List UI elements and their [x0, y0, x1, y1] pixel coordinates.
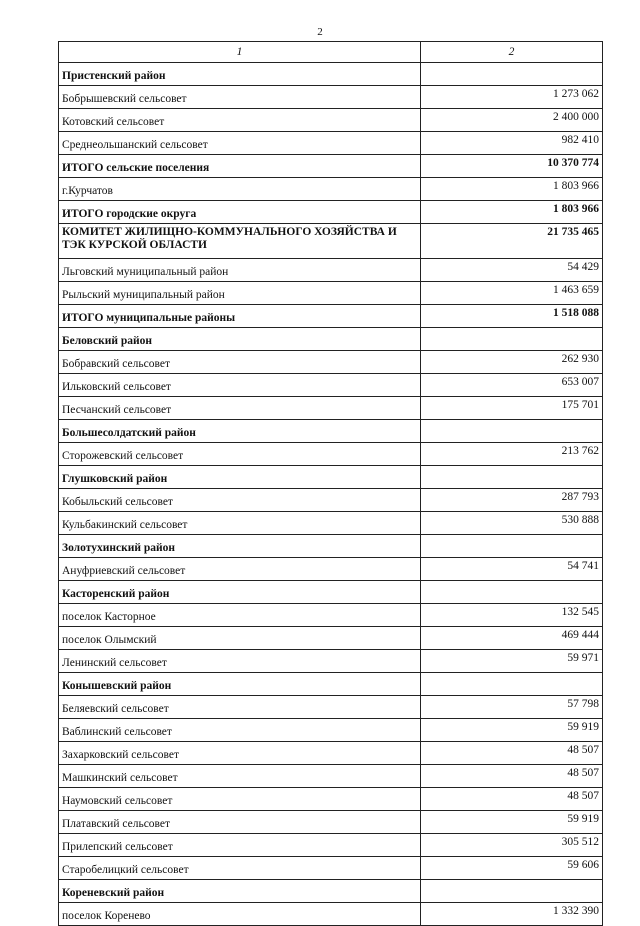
row-name: Машкинский сельсовет [59, 765, 421, 788]
table-row [59, 765, 603, 788]
row-name: ИТОГО сельские поселения [59, 155, 421, 178]
table-section-row [59, 420, 603, 443]
row-name: поселок Коренево [59, 903, 421, 926]
row-value: 54 429 [421, 259, 603, 282]
table-section-row [59, 201, 603, 224]
table-row [59, 374, 603, 397]
row-value [421, 535, 603, 558]
row-name: ИТОГО муниципальные районы [59, 305, 421, 328]
row-value [421, 63, 603, 86]
table-row [59, 627, 603, 650]
table-row [59, 834, 603, 857]
row-name: Рыльский муниципальный район [59, 282, 421, 305]
table-row [59, 811, 603, 834]
table-row [59, 650, 603, 673]
table-row [59, 109, 603, 132]
table-row [59, 351, 603, 374]
table-row [59, 696, 603, 719]
table-section-row [59, 535, 603, 558]
table-section-row [59, 466, 603, 489]
row-value: 10 370 774 [421, 155, 603, 178]
table-section-row [59, 581, 603, 604]
row-value: 48 507 [421, 765, 603, 788]
row-value: 2 400 000 [421, 109, 603, 132]
table-row [59, 282, 603, 305]
table-row [59, 719, 603, 742]
row-name: Старобелицкий сельсовет [59, 857, 421, 880]
row-name: Бобрышевский сельсовет [59, 86, 421, 109]
row-value: 1 273 062 [421, 86, 603, 109]
row-name: Ильковский сельсовет [59, 374, 421, 397]
row-value [421, 673, 603, 696]
row-value: 21 735 465 [421, 224, 603, 259]
column-header-2: 2 [421, 42, 603, 63]
row-value: 59 971 [421, 650, 603, 673]
table-section-row [59, 224, 603, 259]
row-name: Пристенский район [59, 63, 421, 86]
row-name: КОМИТЕТ ЖИЛИЩНО-КОММУНАЛЬНОГО ХОЗЯЙСТВА И ТЭК КУРСКОЙ ОБЛАСТИ [59, 224, 421, 259]
row-name: Среднеольшанский сельсовет [59, 132, 421, 155]
table-row [59, 132, 603, 155]
table-section-row [59, 880, 603, 903]
row-value [421, 420, 603, 443]
table-header-row [59, 42, 603, 63]
row-value [421, 466, 603, 489]
row-name: Сторожевский сельсовет [59, 443, 421, 466]
table-row [59, 259, 603, 282]
row-name: Наумовский сельсовет [59, 788, 421, 811]
row-value: 262 930 [421, 351, 603, 374]
column-header-1: 1 [59, 42, 421, 63]
row-value: 54 741 [421, 558, 603, 581]
table-row [59, 903, 603, 926]
row-value: 287 793 [421, 489, 603, 512]
row-value [421, 328, 603, 351]
row-value: 982 410 [421, 132, 603, 155]
table-row [59, 489, 603, 512]
table-row [59, 558, 603, 581]
table-row [59, 86, 603, 109]
row-name: поселок Касторное [59, 604, 421, 627]
row-name: Ваблинский сельсовет [59, 719, 421, 742]
row-name: г.Курчатов [59, 178, 421, 201]
row-value: 175 701 [421, 397, 603, 420]
row-name: Беловский район [59, 328, 421, 351]
row-name: Платавский сельсовет [59, 811, 421, 834]
row-value: 213 762 [421, 443, 603, 466]
row-value [421, 880, 603, 903]
row-value: 59 919 [421, 811, 603, 834]
row-value: 530 888 [421, 512, 603, 535]
table-section-row [59, 63, 603, 86]
row-name: ИТОГО городские округа [59, 201, 421, 224]
table-section-row [59, 328, 603, 351]
row-value: 57 798 [421, 696, 603, 719]
row-name: Кобыльский сельсовет [59, 489, 421, 512]
row-name: Кореневский район [59, 880, 421, 903]
row-name: Ануфриевский сельсовет [59, 558, 421, 581]
row-name: Кульбакинский сельсовет [59, 512, 421, 535]
table-row [59, 178, 603, 201]
row-name: Золотухинский район [59, 535, 421, 558]
table-row [59, 443, 603, 466]
row-value: 48 507 [421, 742, 603, 765]
table-row [59, 857, 603, 880]
table-section-row [59, 155, 603, 178]
row-name: Глушковский район [59, 466, 421, 489]
row-name: Песчанский сельсовет [59, 397, 421, 420]
row-value: 48 507 [421, 788, 603, 811]
row-name: поселок Олымский [59, 627, 421, 650]
row-name: Прилепский сельсовет [59, 834, 421, 857]
table-row [59, 512, 603, 535]
row-value: 1 803 966 [421, 201, 603, 224]
table-row [59, 742, 603, 765]
row-name: Касторенский район [59, 581, 421, 604]
row-value: 653 007 [421, 374, 603, 397]
table-section-row [59, 673, 603, 696]
row-value: 1 803 966 [421, 178, 603, 201]
budget-table [58, 41, 603, 926]
row-value: 59 919 [421, 719, 603, 742]
table-row [59, 397, 603, 420]
row-value: 1 332 390 [421, 903, 603, 926]
row-name: Конышевский район [59, 673, 421, 696]
row-value [421, 581, 603, 604]
row-name: Бобравский сельсовет [59, 351, 421, 374]
row-value: 59 606 [421, 857, 603, 880]
row-value: 132 545 [421, 604, 603, 627]
row-value: 1 518 088 [421, 305, 603, 328]
row-name: Беляевский сельсовет [59, 696, 421, 719]
row-name: Захарковский сельсовет [59, 742, 421, 765]
row-name: Ленинский сельсовет [59, 650, 421, 673]
row-value: 305 512 [421, 834, 603, 857]
row-name: Льговский муниципальный район [59, 259, 421, 282]
page-number: 2 [317, 26, 323, 38]
table-row [59, 788, 603, 811]
table-section-row [59, 305, 603, 328]
row-value: 469 444 [421, 627, 603, 650]
row-value: 1 463 659 [421, 282, 603, 305]
row-name: Большесолдатский район [59, 420, 421, 443]
table-row [59, 604, 603, 627]
row-name: Котовский сельсовет [59, 109, 421, 132]
